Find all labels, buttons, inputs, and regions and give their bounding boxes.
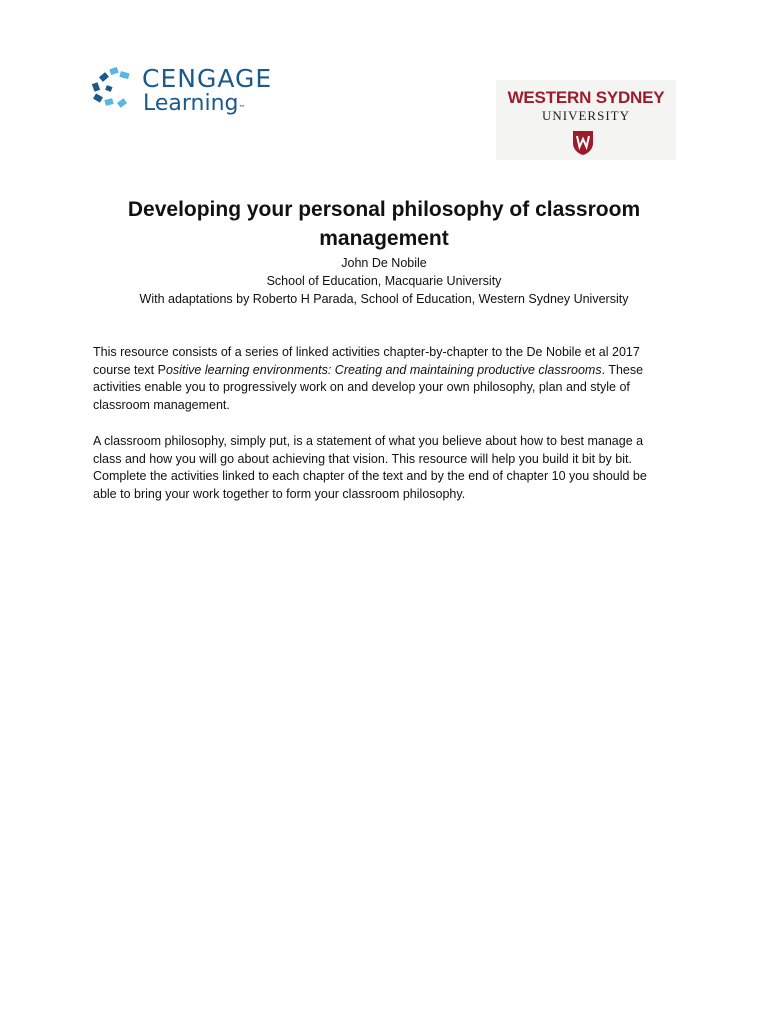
wsu-shield-icon bbox=[572, 130, 594, 156]
wsu-wordmark: WESTERN SYDNEY bbox=[507, 88, 665, 107]
author-name: John De Nobile bbox=[341, 256, 427, 270]
intro-paragraph bbox=[93, 344, 673, 415]
intro-text-before: This resource consists of a series of linked activities chapter-by-chapter to the De Nobile et al 2017 course text P bbox=[93, 345, 640, 377]
course-text-title: ositive learning environments: Creating and maintaining productive classrooms bbox=[165, 362, 602, 377]
document-title: Developing your personal philosophy of classroom management bbox=[127, 198, 641, 250]
cengage-learning-wordmark: Learning™ bbox=[143, 91, 246, 116]
cengage-learning-logo bbox=[90, 64, 280, 122]
adaptation-credit: With adaptations by Roberto H Parada, School of Education, Western Sydney University bbox=[139, 292, 629, 306]
western-sydney-university-logo bbox=[496, 80, 676, 160]
cengage-swirl-icon bbox=[90, 66, 136, 112]
author-affiliation: School of Education, Macquarie University bbox=[266, 274, 502, 288]
cengage-wordmark: CENGAGE bbox=[142, 64, 273, 93]
intro-text-after: . These activities enable you to progressively work on and develop your own philosophy, plan and style of classroom management. bbox=[93, 362, 644, 413]
wsu-university-label: UNIVERSITY bbox=[542, 108, 630, 123]
philosophy-paragraph: A classroom philosophy, simply put, is a statement of what you believe about how to best manage a class and how you will go about achieving that vision. This resource will help you build it bit by bit. Complete the activities linked to each chapter of the text and by the end of chapter 10 you should be able to bring your work together to form your classroom philosophy. bbox=[93, 434, 647, 502]
